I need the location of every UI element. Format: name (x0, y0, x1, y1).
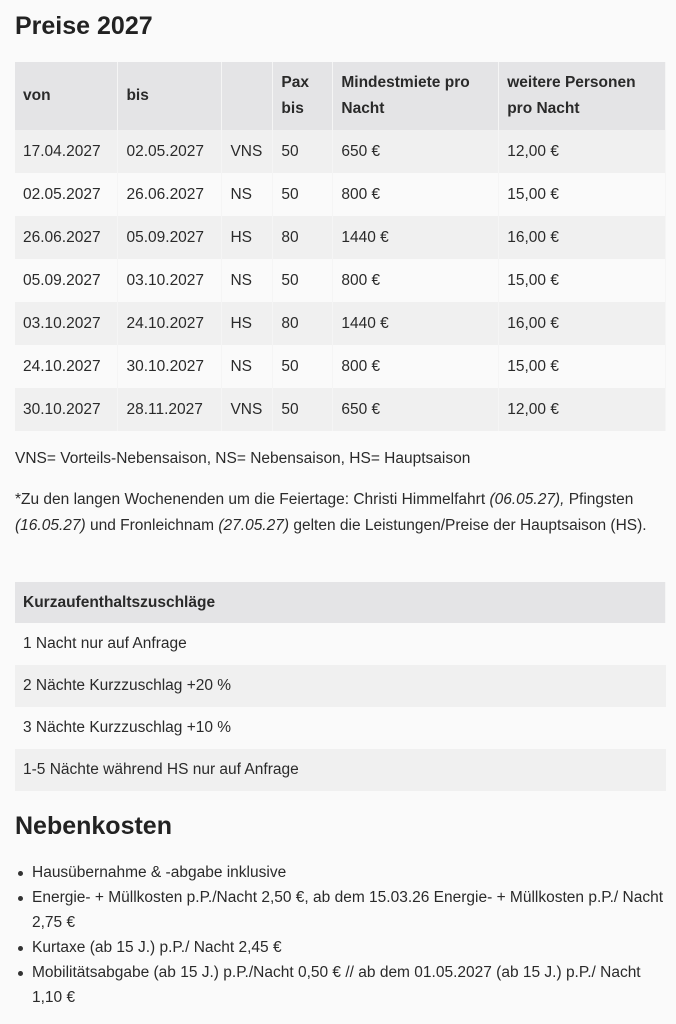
pax: 50 (273, 388, 333, 431)
extra-person-price: 12,00 € (499, 130, 666, 173)
pax: 80 (273, 302, 333, 345)
list-item: Kurtaxe (ab 15 J.) p.P./ Nacht 2,45 € (15, 935, 665, 960)
extras-title: Nebenkosten (15, 812, 172, 840)
min-rent: 800 € (333, 345, 499, 388)
min-rent: 1440 € (333, 216, 499, 259)
extra-person-price: 16,00 € (499, 216, 666, 259)
season: HS (222, 302, 273, 345)
table-row (15, 173, 666, 216)
short-stay-item: 2 Nächte Kurzzuschlag +20 % (15, 665, 666, 707)
note-text: *Zu den langen Wochenenden um die Feiertage: Christi Himmelfahrt (15, 491, 490, 508)
from-date: 26.06.2027 (15, 216, 118, 259)
extra-person-price: 15,00 € (499, 259, 666, 302)
from-date: 24.10.2027 (15, 345, 118, 388)
table-row (15, 623, 666, 665)
note-text: gelten die Leistungen/Preise der Hauptsaison (HS). (289, 517, 647, 534)
extras-list (15, 860, 665, 1010)
to-date: 26.06.2027 (118, 173, 222, 216)
from-date: 02.05.2027 (15, 173, 118, 216)
col-von: von (15, 62, 118, 130)
from-date: 05.09.2027 (15, 259, 118, 302)
table-row (15, 130, 666, 173)
to-date: 30.10.2027 (118, 345, 222, 388)
to-date: 03.10.2027 (118, 259, 222, 302)
note-date: (16.05.27) (15, 517, 86, 534)
extra-person-price: 16,00 € (499, 302, 666, 345)
from-date: 30.10.2027 (15, 388, 118, 431)
min-rent: 800 € (333, 173, 499, 216)
to-date: 05.09.2027 (118, 216, 222, 259)
table-row (15, 302, 666, 345)
table-row (15, 345, 666, 388)
price-table (15, 62, 666, 431)
from-date: 17.04.2027 (15, 130, 118, 173)
list-item: Energie- + Müllkosten p.P./Nacht 2,50 €, ab dem 15.03.26 Energie- + Müllkosten p.P./ Nacht 2,75 € (15, 885, 665, 935)
to-date: 02.05.2027 (118, 130, 222, 173)
season: NS (222, 173, 273, 216)
table-row (15, 707, 666, 749)
col-min-rent: Mindestmiete pro Nacht (333, 62, 499, 130)
from-date: 03.10.2027 (15, 302, 118, 345)
season: HS (222, 216, 273, 259)
short-stay-header: Kurzaufenthaltszuschläge (15, 582, 666, 623)
note-text: Pfingsten (564, 491, 634, 508)
season: NS (222, 345, 273, 388)
pax: 50 (273, 345, 333, 388)
col-extra-persons: weitere Personen pro Nacht (499, 62, 666, 130)
table-row (15, 665, 666, 707)
table-row (15, 259, 666, 302)
to-date: 28.11.2027 (118, 388, 222, 431)
min-rent: 1440 € (333, 302, 499, 345)
list-item: Mobilitätsabgabe (ab 15 J.) p.P./Nacht 0,50 € // ab dem 01.05.2027 (ab 15 J.) p.P./ Nacht 1,10 € (15, 960, 665, 1010)
min-rent: 650 € (333, 388, 499, 431)
extra-person-price: 12,00 € (499, 388, 666, 431)
extra-person-price: 15,00 € (499, 173, 666, 216)
col-pax: Pax bis (273, 62, 333, 130)
extra-person-price: 15,00 € (499, 345, 666, 388)
min-rent: 800 € (333, 259, 499, 302)
short-stay-item: 3 Nächte Kurzzuschlag +10 % (15, 707, 666, 749)
note-date: (06.05.27), (489, 491, 565, 508)
short-stay-table (15, 582, 666, 791)
pax: 80 (273, 216, 333, 259)
season: NS (222, 259, 273, 302)
note-date: (27.05.27) (218, 517, 290, 534)
short-stay-item: 1-5 Nächte während HS nur auf Anfrage (15, 749, 666, 791)
season: VNS (222, 130, 273, 173)
table-row (15, 749, 666, 791)
min-rent: 650 € (333, 130, 499, 173)
short-stay-item: 1 Nacht nur auf Anfrage (15, 623, 666, 665)
season-legend: VNS= Vorteils-Nebensaison, NS= Nebensaison, HS= Hauptsaison (15, 450, 471, 467)
to-date: 24.10.2027 (118, 302, 222, 345)
table-row (15, 216, 666, 259)
season: VNS (222, 388, 273, 431)
pax: 50 (273, 130, 333, 173)
note-text: und Fronleichnam (85, 517, 219, 534)
table-row (15, 388, 666, 431)
col-bis: bis (118, 62, 222, 130)
page-title: Preise 2027 (15, 12, 153, 40)
col-season (222, 62, 273, 130)
list-item: Hausübernahme & -abgabe inklusive (15, 860, 665, 885)
pax: 50 (273, 173, 333, 216)
table-header-row (15, 62, 666, 130)
pax: 50 (273, 259, 333, 302)
holiday-note (15, 487, 670, 539)
